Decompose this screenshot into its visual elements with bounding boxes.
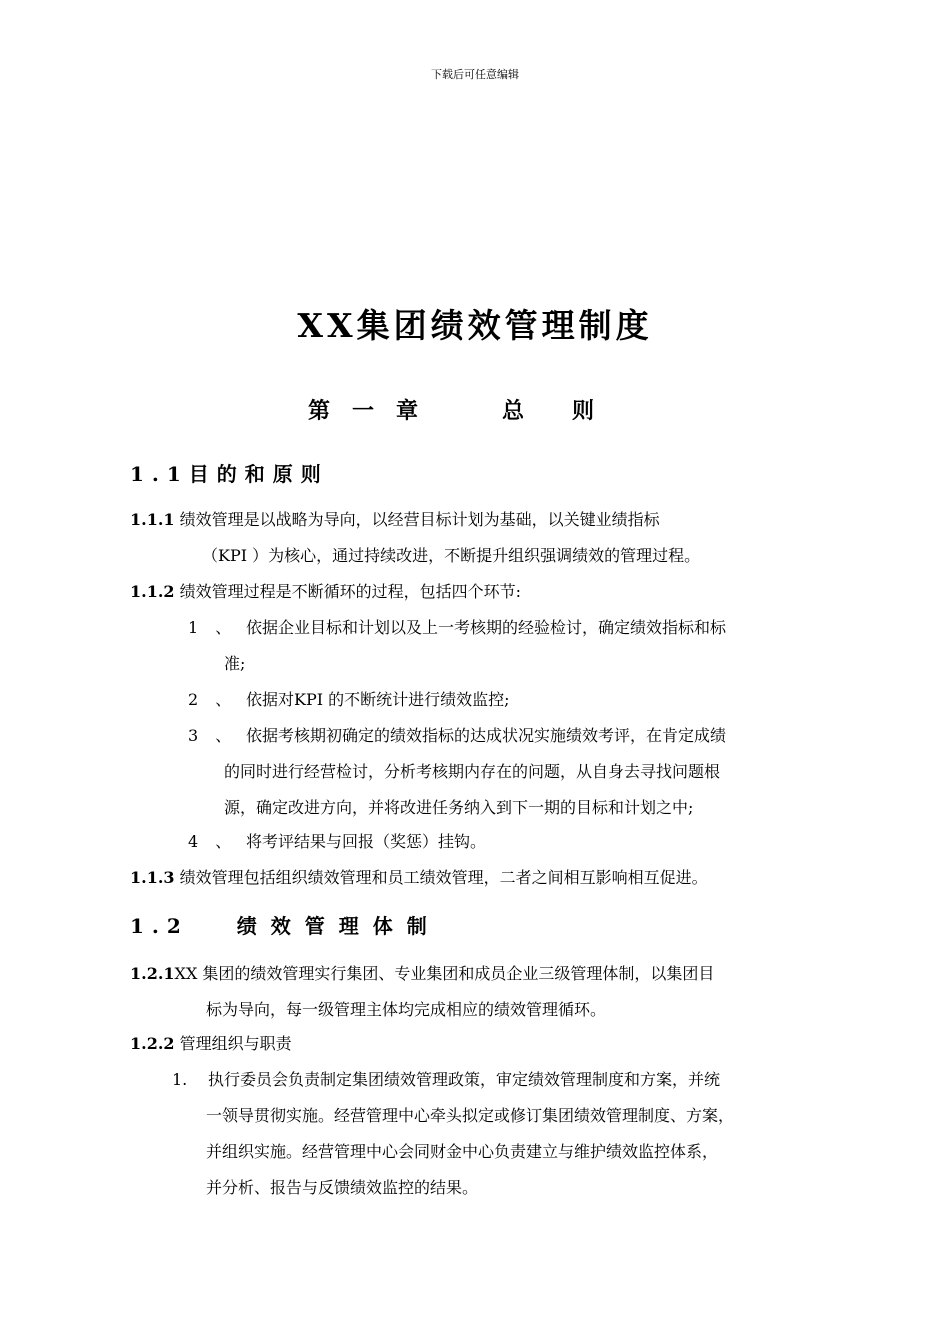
clause-text: 绩效管理过程是不断循环的过程，包括四个环节: — [179, 582, 522, 601]
list-item-text: 将考评结果与回报（奖惩）挂钩。 — [246, 832, 487, 851]
list-item-text: 执行委员会负责制定集团绩效管理政策，审定绩效管理制度和方案，并统 — [208, 1070, 721, 1089]
list-item-text: 依据对KPI 的不断统计进行绩效监控; — [246, 690, 510, 709]
chapter-heading — [0, 394, 950, 425]
document-title: XX集团绩效管理制度 — [297, 306, 653, 345]
clause-1-1-3 — [130, 866, 708, 890]
clause-text: 绩效管理是以战略为导向，以经营目标计划为基础，以关键业绩指标 — [179, 510, 660, 529]
clause-label: 1.1.1 — [130, 510, 175, 529]
section-title: 绩效管理体制 — [236, 914, 441, 938]
clause-text: XX 集团的绩效管理实行集团、专业集团和成员企业三级管理体制，以集团目 — [174, 964, 715, 983]
section-number: 1.2 — [130, 914, 189, 938]
clause-1-2-2 — [130, 1032, 292, 1056]
list-item-text: 的同时进行经营检讨，分析考核期内存在的问题，从自身去寻找问题根 — [224, 762, 721, 781]
list-item-text: 源，确定改进方向，并将改进任务纳入到下一期的目标和计划之中; — [224, 798, 694, 817]
clause-1-1-2 — [130, 580, 521, 604]
clause-1-1-1 — [130, 508, 660, 532]
list-item-number: 4 、 — [188, 832, 238, 851]
clause-label: 1.2.1 — [130, 964, 175, 983]
clause-text: 管理组织与职责 — [179, 1034, 292, 1053]
list-item-text: 依据企业目标和计划以及上一考核期的经验检讨，确定绩效指标和标 — [246, 618, 727, 637]
clause-label: 1.2.2 — [130, 1034, 175, 1053]
list-item-number: 2 、 — [188, 690, 238, 709]
list-item-text: 并组织实施。经营管理中心会同财金中心负责建立与维护绩效监控体系， — [206, 1142, 719, 1161]
clause-text: 绩效管理包括组织绩效管理和员工绩效管理，二者之间相互影响相互促进。 — [179, 868, 708, 887]
list-item-number: 1 、 — [188, 618, 238, 637]
clause-label: 1.1.2 — [130, 582, 175, 601]
clause-1-2-1 — [130, 962, 714, 986]
list-item-text: 依据考核期初确定的绩效指标的达成状况实施绩效考评，在肯定成绩 — [246, 726, 727, 745]
chapter-number: 第一章 — [307, 398, 440, 424]
chapter-name: 总则 — [502, 398, 643, 424]
list-item-text: 并分析、报告与反馈绩效监控的结果。 — [206, 1178, 479, 1197]
list-item-text: 一领导贯彻实施。经营管理中心牵头拟定或修订集团绩效管理制度、方案， — [206, 1106, 735, 1125]
clause-1-2-1-continuation: 标为导向，每一级管理主体均完成相应的绩效管理循环。 — [206, 1000, 607, 1019]
list-item-number: 1. — [172, 1070, 188, 1089]
clause-label: 1.1.3 — [130, 868, 175, 887]
section-1-2-heading — [130, 910, 441, 939]
list-item-number: 3 、 — [188, 726, 238, 745]
section-1-1-heading: 1.1目的和原则 — [130, 462, 329, 486]
list-item-text: 准; — [224, 654, 246, 673]
header-note: 下载后可任意编辑 — [431, 68, 519, 81]
clause-1-1-1-continuation: （KPI ）为核心，通过持续改进，不断提升组织强调绩效的管理过程。 — [202, 546, 701, 565]
